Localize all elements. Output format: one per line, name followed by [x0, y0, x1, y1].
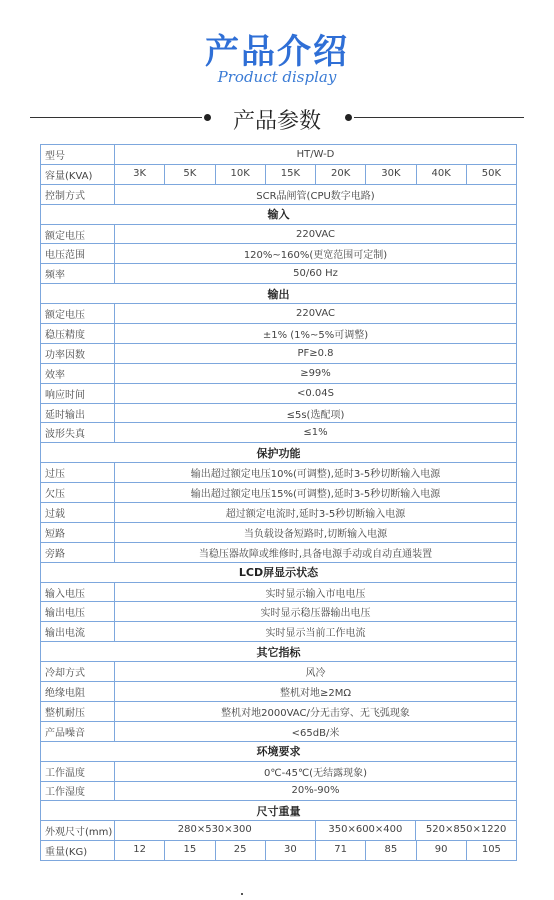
capacity-cell: 10K [215, 165, 265, 184]
table-row [41, 363, 517, 383]
section-header: 输入 [41, 204, 517, 224]
capacity-grid [115, 164, 517, 184]
section-row [41, 284, 517, 304]
row-label: 短路 [41, 522, 115, 542]
row-value: HT/W-D [115, 145, 517, 165]
table-row [41, 483, 517, 503]
row-label: 冷却方式 [41, 662, 115, 682]
footer-dot [241, 893, 243, 895]
row-label: 整机耐压 [41, 701, 115, 721]
table-row [41, 781, 517, 801]
row-value: 实时显示当前工作电流 [115, 622, 517, 642]
weight-cell: 30 [265, 841, 315, 860]
row-label: 容量(KVA) [41, 164, 115, 184]
row-label: 产品噪音 [41, 721, 115, 741]
row-value: PF≥0.8 [115, 343, 517, 363]
row-value: ≤1% [115, 423, 517, 443]
capacity-cell: 3K [133, 167, 147, 179]
section-row [41, 642, 517, 662]
table-row [41, 145, 517, 165]
table-row [41, 542, 517, 562]
table-row [41, 264, 517, 284]
capacity-cell: 50K [466, 165, 516, 184]
table-row [41, 463, 517, 483]
row-value: 当负载设备短路时,切断输入电源 [115, 522, 517, 542]
row-label: 输出电流 [41, 622, 115, 642]
row-value: <0.04S [115, 383, 517, 403]
table-row [41, 423, 517, 443]
row-label: 控制方式 [41, 184, 115, 204]
row-label: 绝缘电阻 [41, 682, 115, 702]
page-title: 产品介绍 [205, 32, 349, 72]
weight-cell: 85 [365, 841, 415, 860]
row-label: 旁路 [41, 542, 115, 562]
divider-right [354, 117, 524, 118]
row-label: 响应时间 [41, 383, 115, 403]
capacity-cell: 15K [265, 165, 315, 184]
capacity-cell: 40K [416, 165, 466, 184]
row-value: <65dB/米 [115, 721, 517, 741]
row-value: 220VAC [115, 224, 517, 244]
row-value: ≥99% [115, 363, 517, 383]
row-value: 风冷 [115, 662, 517, 682]
row-label: 工作湿度 [41, 781, 115, 801]
section-row [41, 741, 517, 761]
table-row [41, 662, 517, 682]
capacity-cell: 30K [365, 165, 415, 184]
row-label: 输入电压 [41, 582, 115, 602]
section-row [41, 204, 517, 224]
row-label: 过载 [41, 503, 115, 523]
row-label: 过压 [41, 463, 115, 483]
section-header: 输出 [41, 284, 517, 304]
table-row [41, 164, 517, 184]
section-row [41, 801, 517, 821]
weight-grid [115, 841, 517, 861]
row-value: ±1% (1%~5%可调整) [115, 324, 517, 344]
table-row [41, 224, 517, 244]
section-title: 产品参数 [232, 109, 321, 134]
row-label: 效率 [41, 363, 115, 383]
weight-cell: 12 [133, 844, 146, 856]
row-value: 实时显示输入市电电压 [115, 582, 517, 602]
table-row [41, 761, 517, 781]
weight-cell: 90 [416, 841, 466, 860]
dimension-cell: 280×530×300 [177, 824, 252, 836]
table-row [41, 622, 517, 642]
table-row [41, 522, 517, 542]
table-row [41, 503, 517, 523]
row-label: 型号 [41, 145, 115, 165]
row-value: 0℃-45℃(无结露现象) [115, 761, 517, 781]
table-row [41, 343, 517, 363]
capacity-cell: 20K [315, 165, 365, 184]
section-header: LCD屏显示状态 [41, 562, 517, 582]
row-value: 20%-90% [115, 781, 517, 801]
row-value: 实时显示稳压器输出电压 [115, 602, 517, 622]
bullet-dot-right [345, 114, 352, 121]
table-row [41, 821, 517, 841]
section-header: 尺寸重量 [41, 801, 517, 821]
row-value: SCR晶闸管(CPU数字电路) [115, 184, 517, 204]
dimension-grid [115, 821, 517, 841]
table-row [41, 184, 517, 204]
row-value: 整机对地≥2MΩ [115, 682, 517, 702]
table-row [41, 841, 517, 861]
row-label: 重量(KG) [41, 841, 115, 861]
section-row [41, 562, 517, 582]
table-row [41, 383, 517, 403]
row-label: 额定电压 [41, 224, 115, 244]
table-row [41, 721, 517, 741]
weight-cell: 15 [164, 841, 214, 860]
dimension-cell: 350×600×400 [315, 821, 416, 840]
section-header: 保护功能 [41, 443, 517, 463]
row-label: 工作温度 [41, 761, 115, 781]
section-header: 其它指标 [41, 642, 517, 662]
table-row [41, 403, 517, 423]
table-row [41, 701, 517, 721]
dimension-cell: 520×850×1220 [415, 821, 516, 840]
row-label: 频率 [41, 264, 115, 284]
row-label: 外观尺寸(mm) [41, 821, 115, 841]
row-label: 电压范围 [41, 244, 115, 264]
table-row [41, 682, 517, 702]
table-row [41, 582, 517, 602]
row-value: 当稳压器故障或维修时,具备电源手动或自动直通装置 [115, 542, 517, 562]
row-value: 50/60 Hz [115, 264, 517, 284]
section-row [41, 443, 517, 463]
weight-cell: 105 [466, 841, 516, 860]
row-label: 额定电压 [41, 304, 115, 324]
table-row [41, 324, 517, 344]
spec-table [40, 144, 517, 861]
table-row [41, 602, 517, 622]
section-header: 环境要求 [41, 741, 517, 761]
row-value: 超过额定电流时,延时3-5秒切断输入电源 [115, 503, 517, 523]
row-value: 输出超过额定电压10%(可调整),延时3-5秒切断输入电源 [115, 463, 517, 483]
weight-cell: 71 [315, 841, 365, 860]
capacity-cell: 5K [164, 165, 214, 184]
row-label: 延时输出 [41, 403, 115, 423]
weight-cell: 25 [215, 841, 265, 860]
row-label: 输出电压 [41, 602, 115, 622]
row-label: 欠压 [41, 483, 115, 503]
table-row [41, 304, 517, 324]
row-value: 输出超过额定电压15%(可调整),延时3-5秒切断输入电源 [115, 483, 517, 503]
row-value: ≤5s(选配项) [115, 403, 517, 423]
row-value: 220VAC [115, 304, 517, 324]
row-value: 整机对地2000VAC/分无击穿、无飞弧现象 [115, 701, 517, 721]
row-label: 功率因数 [41, 343, 115, 363]
row-label: 稳压精度 [41, 324, 115, 344]
row-value: 120%~160%(更宽范围可定制) [115, 244, 517, 264]
table-row [41, 244, 517, 264]
row-label: 波形失真 [41, 423, 115, 443]
page-subtitle: Product display [217, 68, 337, 86]
